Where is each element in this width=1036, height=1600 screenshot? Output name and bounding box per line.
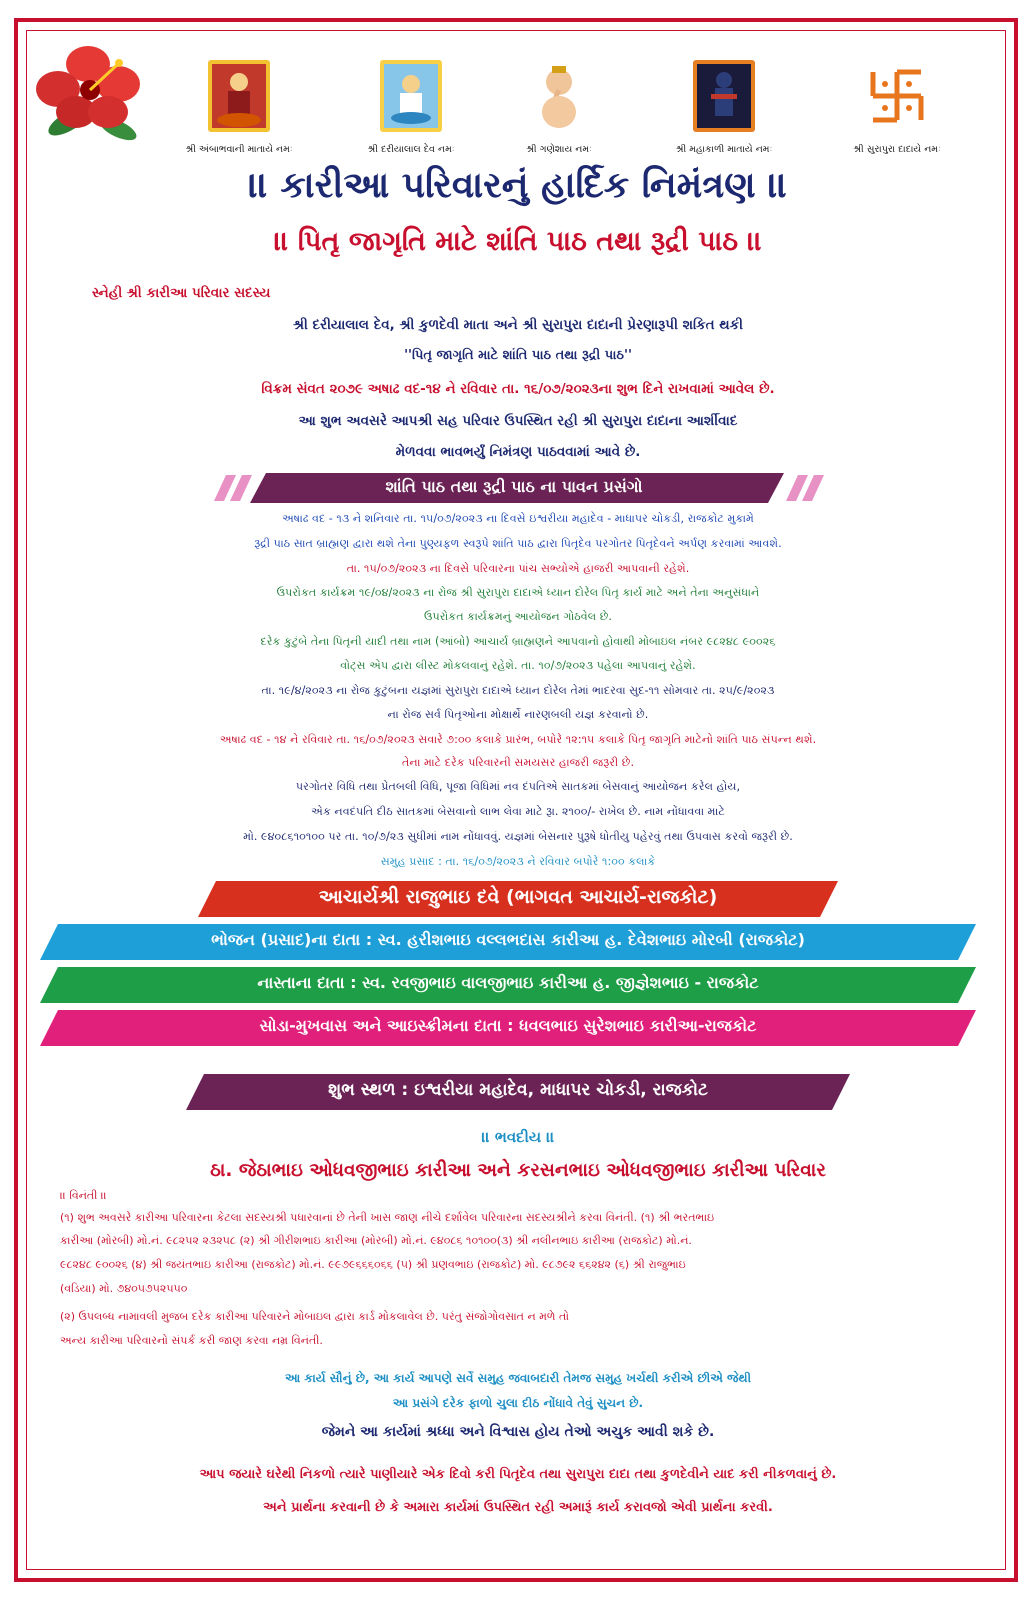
- vinanti-line: અન્ય કારીઆ પરિવારનો સંપર્ક કરી જાણ કરવા નમ્ર વિનંતી.: [60, 1334, 323, 1347]
- deity-caption: શ્રી ગણેશાય નમઃ: [526, 144, 592, 155]
- intro-line: વિક્રમ સંવત ૨૦૭૯ અષાઢ વદ-૧૪ ને રવિવાર તા. ૧૬/૦૭/૨૦૨૩ના શુભ દિને રાખવામાં આવેલ છે.: [261, 381, 775, 397]
- detail-line: તા. ૧૫/૦૭/૨૦૨૩ ના દિવસે પરિવારના પાંચ સભ્યોએ હાજરી આપવાની રહેશે.: [346, 562, 690, 575]
- deity-surapura: [837, 60, 957, 155]
- detail-line: પરગોતર વિધિ તથા પ્રેતબલી વિધિ, પૂજા વિધિમાં નવ દંપતિએ સાતકમાં બેસવાનું આયોજન કરેલ હોય,: [295, 780, 741, 793]
- detail-line: ના રોજ સર્વ પિતૃઓના મોક્ષાર્થે નારણબલી યજ્ઞ કરવાનો છે.: [387, 708, 649, 721]
- durga-image: [208, 60, 270, 132]
- intro-line: શ્રી દરીયાલાલ દેવ, શ્રી કુળદેવી માતા અને શ્રી સુરાપુરા દાદાની પ્રેરણારૂપી શકિત થકી: [292, 317, 744, 333]
- detail-line: અષાઢ વદ - ૧૪ ને રવિવાર તા. ૧૬/૦૭/૨૦૨૩ સવારે ૭:૦૦ કલાકે પ્રારંભ, બપોરે ૧૨:૧૫ કલાકે પિતૃ જાગૃતિ માટેનો શાંતિ પાઠ સંપન્ન થશે.: [219, 733, 817, 746]
- closing-line: આપ જયારે ઘરેથી નિકળો ત્યારે પાણીયારે એક દિવો કરી પિતૃદેવ તથા સુરાપુરા દાદા તથા કુળદેવીને યાદ કરી નીકળવાનું છે.: [199, 1467, 837, 1482]
- vinanti-heading: ।। વિનંતી ।।: [60, 1189, 107, 1202]
- detail-line: દરેક કુટુંબે તેના પિતૃની યાદી તથા નામ (આંબો) આચાર્ય બ્રાહ્મણને આપવાનો હોવાથી મોબાઇલ નંબર ૯૮૨૪૮ ૯૦૦૨૬: [260, 635, 776, 648]
- detail-line: રૂદ્રી પાઠ સાત બ્રાહ્મણ દ્વારા થશે તેના પુણ્યફળ સ્વરૂપે શાંતિ પાઠ દ્વારા પિતૃદેવ પરગોતર પિતૃદેવને અર્પણ કરવામાં આવશે.: [254, 537, 782, 550]
- closing-line: આ પ્રસંગે દરેક ફાળો ચુલા દીઠ નોંધાવે તેવું સુચન છે.: [392, 1396, 644, 1410]
- deity-ganesh: [499, 60, 619, 155]
- detail-line: ઉપરોકત કાર્યક્રમનું આયોજન ગોઠવેલ છે.: [424, 610, 612, 623]
- ganesh-image: [528, 60, 590, 132]
- invitation-title: ।। કારીઆ પરિવારનું હાર્દિક નિમંત્રણ ।।: [248, 165, 788, 206]
- deity-caption: શ્રી અંબાભવાની માતાયે નમઃ: [185, 144, 293, 155]
- deity-ambabhavani: [179, 60, 299, 155]
- deity-caption: શ્રી મહાકાળી માતાયે નમઃ: [675, 144, 773, 155]
- bhojan-donor: ભોજન (પ્રસાદ)ના દાતા : સ્વ. હરીશભાઇ વલ્લભદાસ કારીઆ હ. દેવેશભાઇ મોરબી (રાજકોટ): [211, 930, 805, 949]
- mahakali-image: [693, 60, 755, 132]
- dariyalal-image: [380, 60, 442, 132]
- intro-line: ''પિતૃ જાગૃતિ માટે શાંતિ પાઠ તથા રૂદ્રી પાઠ'': [404, 348, 632, 363]
- hibiscus-flower-icon: [28, 34, 148, 149]
- vinanti-line: (૨) ઉપલબ્ધ નામાવલી મુજબ દરેક કારીઆ પરિવારને મોબાઇલ દ્વારા કાર્ડ મોકલાવેલ છે. પરંતુ સંજોગોવસાત ન મળે તો: [60, 1310, 570, 1323]
- detail-line: સમુહ પ્રસાદ : તા. ૧૬/૦૭/૨૦૨૩ ને રવિવાર બપોરે ૧:૦૦ કલાકે: [380, 855, 656, 868]
- vinanti-line: કારીઆ (મોરબી) મો.નં. ૯૮૨૫૨ ૨૩૨૫૮ (૨) શ્રી ગીરીશભાઇ કારીઆ (મોરબી) મો.નં. ૯૪૦૮૬ ૧૦૧૦૦(૩) શ્રી નલીનભાઇ કારીઆ (રાજકોટ) મો.નં.: [60, 1234, 692, 1247]
- vinanti-line: (૧) શુભ અવસરે કારીઆ પરિવારના કેટલા સદસ્યશ્રી પધારવાનાં છે તેની ખાસ જાણ નીચે દર્શાવેલ પરિવારના સદસ્યશ્રીને કરવા વિનંતી. (૧) શ્રી ભરતભાઇ: [60, 1211, 715, 1224]
- acharya-banner: આચાર્યશ્રી રાજુભાઇ દવે (ભાગવત આચાર્ય-રાજકોટ): [318, 886, 718, 908]
- nasta-donor: નાસ્તાના દાતા : સ્વ. રવજીભાઇ વાલજીભાઇ કારીઆ હ. જીજ્ઞેશભાઇ - રાજકોટ: [257, 973, 759, 992]
- closing-line: જેમને આ કાર્યમાં શ્રધ્ધા અને વિશ્વાસ હોય તેઓ અચુક આવી શકે છે.: [321, 1424, 715, 1440]
- deity-mahakali: [664, 60, 784, 155]
- deity-caption: શ્રી સુરાપુરા દાદાયે નમઃ: [853, 144, 941, 155]
- detail-line: ઉપરોકત કાર્યક્રમ ૧૯/૦૪/૨૦૨૩ ના રોજ શ્રી સુરાપુરા દાદાએ ધ્યાન દોરેલ પિતૃ કાર્ય માટે અને તેના અનુસંધાને: [276, 586, 760, 599]
- closing-line: આ કાર્ય સૌનું છે, આ કાર્ય આપણે સર્વે સમુહ જવાબદારી તેમજ સમુહ ખર્ચથી કરીએ છીએ જેથી: [284, 1371, 752, 1385]
- detail-line: વોટ્સ એપ દ્વારા લીસ્ટ મોકલવાનું રહેશે. તા. ૧૦/૭/૨૦૨૩ પહેલા આપવાનું રહેશે.: [340, 659, 696, 672]
- section-banner-text: શાંતિ પાઠ તથા રૂદ્રી પાઠ ના પાવન પ્રસંગો: [385, 477, 643, 496]
- greeting: સ્નેહી શ્રી કારીઆ પરિવાર સદસ્ય: [92, 285, 271, 301]
- bhavdiya: ।। ભવદીય ।।: [481, 1128, 555, 1146]
- swastik-icon: [866, 60, 928, 132]
- host-family: ઠા. જેઠાભાઇ ઓધવજીભાઇ કારીઆ અને કરસનભાઇ ઓધવજીભાઇ કારીઆ પરિવાર: [210, 1160, 826, 1181]
- soda-donor: સોડા-મુખવાસ અને આઇસ્ક્રીમના દાતા : ધવલભાઇ સુરેશભાઇ કારીઆ-રાજકોટ: [259, 1016, 757, 1035]
- vinanti-line: ૯૮૨૪૮ ૯૦૦૨૬ (૪) શ્રી જયંતભાઇ કારીઆ (રાજકોટ) મો.નં. ૯૯૭૯૬૬૬૦૬૬ (૫) શ્રી પ્રણવભાઇ (રાજકોટ) મો. ૯૮૭૯૨ ૬૬૨૪૨ (૬) શ્રી રાજુભાઇ: [60, 1258, 686, 1271]
- detail-line: તેના માટે દરેક પરિવારની સમયસર હાજરી જરૂરી છે.: [401, 756, 635, 769]
- deity-caption: શ્રી દરીયાલાલ દેવ નમઃ: [367, 144, 455, 155]
- closing-line: અને પ્રાર્થના કરવાની છે કે અમારા કાર્યમાં ઉપસ્થિત રહી અમારૂં કાર્ય કરાવજો એવી પ્રાર્થના કરવી.: [263, 1500, 773, 1515]
- invitation-subtitle: ।। પિતૃ જાગૃતિ માટે શાંતિ પાઠ તથા રૂદ્રી પાઠ ।।: [274, 226, 762, 257]
- intro-line: મેળવવા ભાવભર્યું નિમંત્રણ પાઠવવામાં આવે છે.: [395, 444, 641, 460]
- venue-banner: શુભ સ્થળ : ઇશ્વરીયા મહાદેવ, માધાપર ચોકડી, રાજકોટ: [328, 1080, 708, 1100]
- intro-line: આ શુભ અવસરે આપશ્રી સહ પરિવાર ઉપસ્થિત રહી શ્રી સુરાપુરા દાદાના આર્શીવાદ: [298, 413, 738, 429]
- detail-line: એક નવદંપતિ દીઠ સાતકમાં બેસવાનો લાભ લેવા માટે રૂા. ૨૧૦૦/- રાખેલ છે. નામ નોંધાવવા માટે: [311, 805, 725, 818]
- detail-line: મો. ૯૪૦૮૬૧૦૧૦૦ પર તા. ૧૦/૭/૨૩ સુધીમાં નામ નોંધાવવું. યજ્ઞમાં બેસનાર પુરૂષે ધોતીયુ પહેરવું તથા ઉપવાસ કરવો જરૂરી છે.: [243, 830, 793, 843]
- deity-dariyalal: [351, 60, 471, 155]
- detail-line: તા. ૧૯/૪/૨૦૨૩ ના રોજ કુટુંબના યજ્ઞમાં સુરાપુરા દાદાએ ધ્યાન દોરેલ તેમાં ભાદરવા સુદ-૧૧ સોમવાર તા. ૨૫/૯/૨૦૨૩: [261, 684, 775, 697]
- vinanti-line: (વડિયા) મો. ૭૪૦૫૭૫૨૫૫૦: [60, 1282, 188, 1295]
- detail-line: અષાઢ વદ - ૧૩ ને શનિવાર તા. ૧૫/૦૭/૨૦૨૩ ના દિવસે ઇશ્વરીયા મહાદેવ - માધાપર ચોકડી, રાજકોટ મુકામે: [282, 512, 754, 525]
